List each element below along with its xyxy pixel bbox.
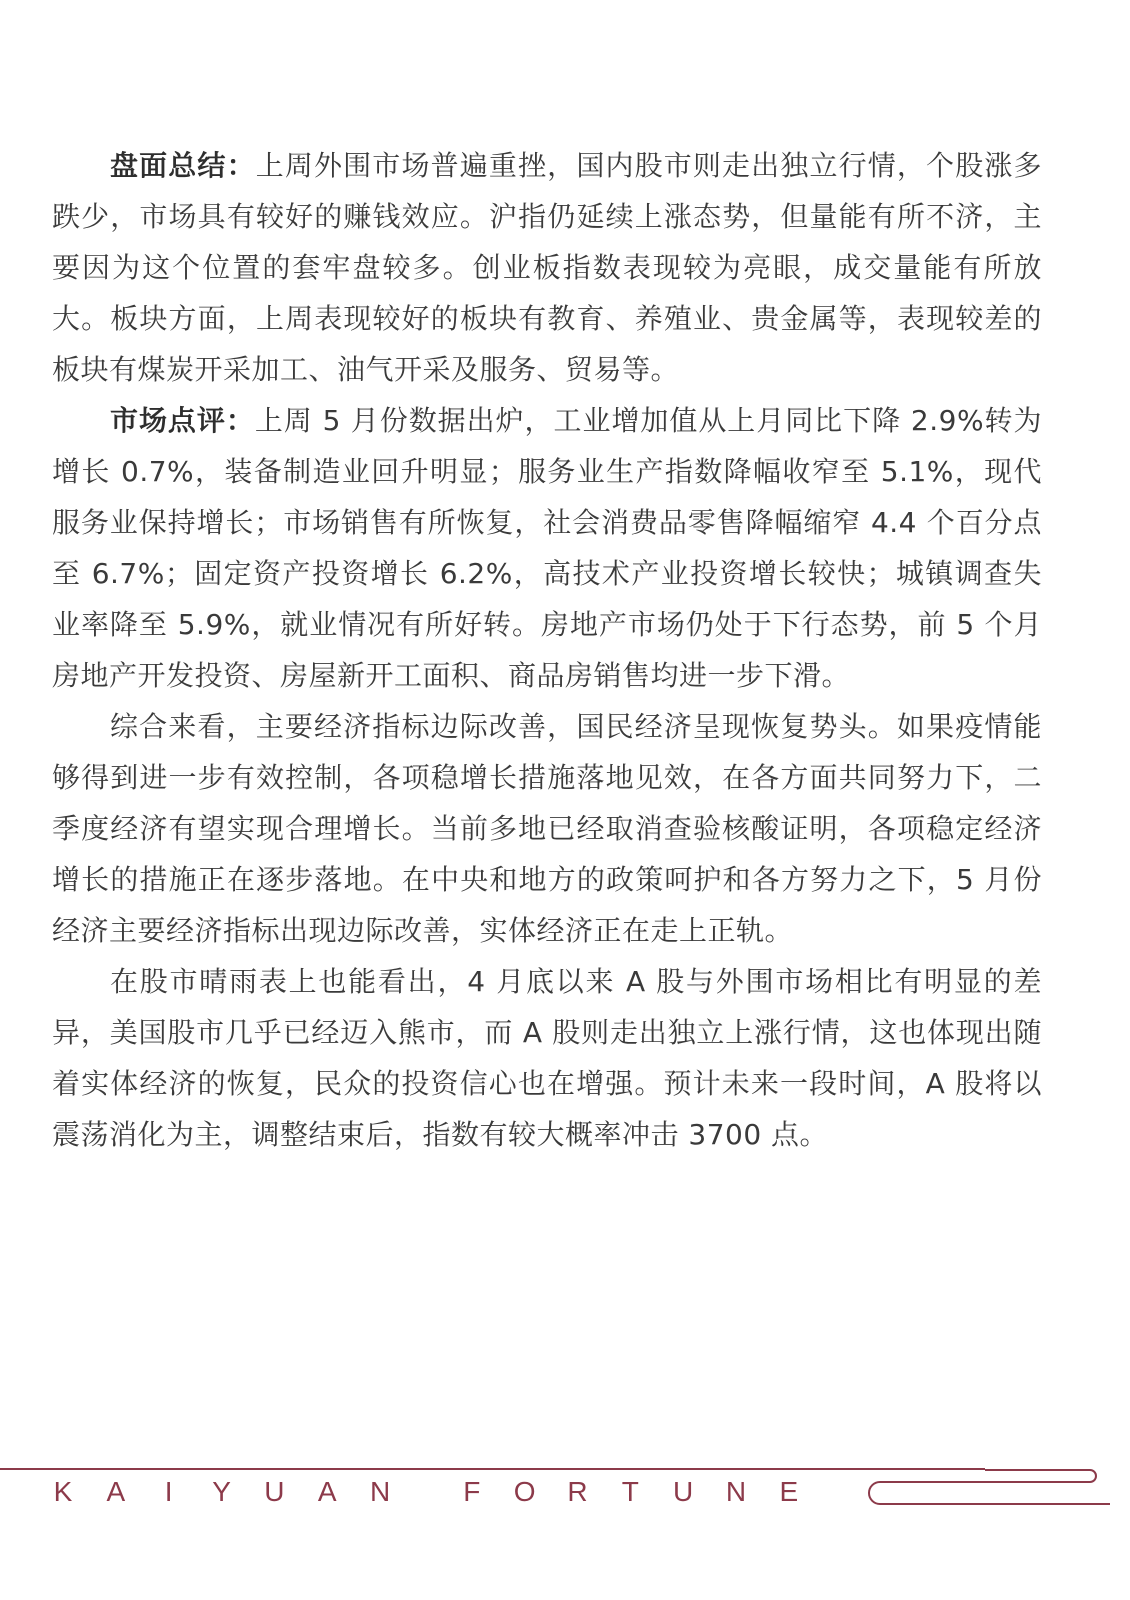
paragraph-text: 上周 5 月份数据出炉，工业增加值从上月同比下降 2.9%转为增长 0.7%，装备制造业回升明显；服务业生产指数降幅收窄至 5.1%，现代服务业保持增长；市场销售有所恢复，社会消费品零售降幅缩窄 4.4 个百分点至 6.7%；固定资产投资增长 6.2%，高技术产业投资增长较快；城镇调查失业率降至 5.9%，就业情况有所好转。房地产市场仍处于下行态势，前 5 个月房地产开发投资、房屋新开工面积、商品房销售均进一步下滑。 xyxy=(52,404,1042,692)
brand-letter: I xyxy=(164,1476,173,1507)
paragraph-market-summary xyxy=(52,140,1042,395)
paragraph-text: 综合来看，主要经济指标边际改善，国民经济呈现恢复势头。如果疫情能够得到进一步有效控制，各项稳增长措施落地见效，在各方面共同努力下，二季度经济有望实现合理增长。当前多地已经取消查验核酸证明，各项稳定经济增长的措施正在逐步落地。在中央和地方的政策呵护和各方努力之下，5 月份经济主要经济指标出现边际改善，实体经济正在走上正轨。 xyxy=(52,710,1042,947)
brand-letter: N xyxy=(725,1476,747,1507)
brand-letter: O xyxy=(513,1476,536,1507)
brand-letter: A xyxy=(317,1476,337,1507)
brand-letter: T xyxy=(621,1476,639,1507)
paragraph-stock-barometer xyxy=(52,956,1042,1160)
brand-letter: Y xyxy=(212,1476,231,1507)
brand-word-gap xyxy=(416,1476,436,1508)
brand-letter: U xyxy=(673,1476,694,1507)
brand-letter: E xyxy=(779,1476,799,1507)
paragraph-text: 在股市晴雨表上也能看出，4 月底以来 A 股与外围市场相比有明显的差异，美国股市几乎已经迈入熊市，而 A 股则走出独立上涨行情，这也体现出随着实体经济的恢复，民众的投资信心也在增强。预计未来一段时间，A 股将以震荡消化为主，调整结束后，指数有较大概率冲击 3700 点。 xyxy=(52,965,1042,1151)
paragraph-text: 上周外围市场普遍重挫，国内股市则走出独立行情，个股涨多跌少，市场具有较好的赚钱效应。沪指仍延续上涨态势，但量能有所不济，主要因为这个位置的套牢盘较多。创业板指数表现较为亮眼，成交量能有所放大。板块方面，上周表现较好的板块有教育、养殖业、贵金属等，表现较差的板块有煤炭开采加工、油气开采及服务、贸易等。 xyxy=(52,149,1042,386)
brand-letter: U xyxy=(264,1476,285,1507)
report-body xyxy=(52,140,1042,1160)
section-label-market-summary: 盘面总结： xyxy=(110,149,256,182)
brand-letter: N xyxy=(369,1476,391,1507)
section-label-market-comment: 市场点评： xyxy=(110,404,255,437)
paragraph-overall-view xyxy=(52,701,1042,956)
footer-swoosh-icon xyxy=(820,1462,1110,1508)
brand-letter: A xyxy=(106,1476,126,1507)
brand-letter: K xyxy=(53,1476,73,1507)
brand-wordmark xyxy=(46,1476,806,1508)
brand-letter: F xyxy=(463,1476,481,1507)
brand-letter: R xyxy=(567,1476,588,1507)
paragraph-market-comment xyxy=(52,395,1042,701)
